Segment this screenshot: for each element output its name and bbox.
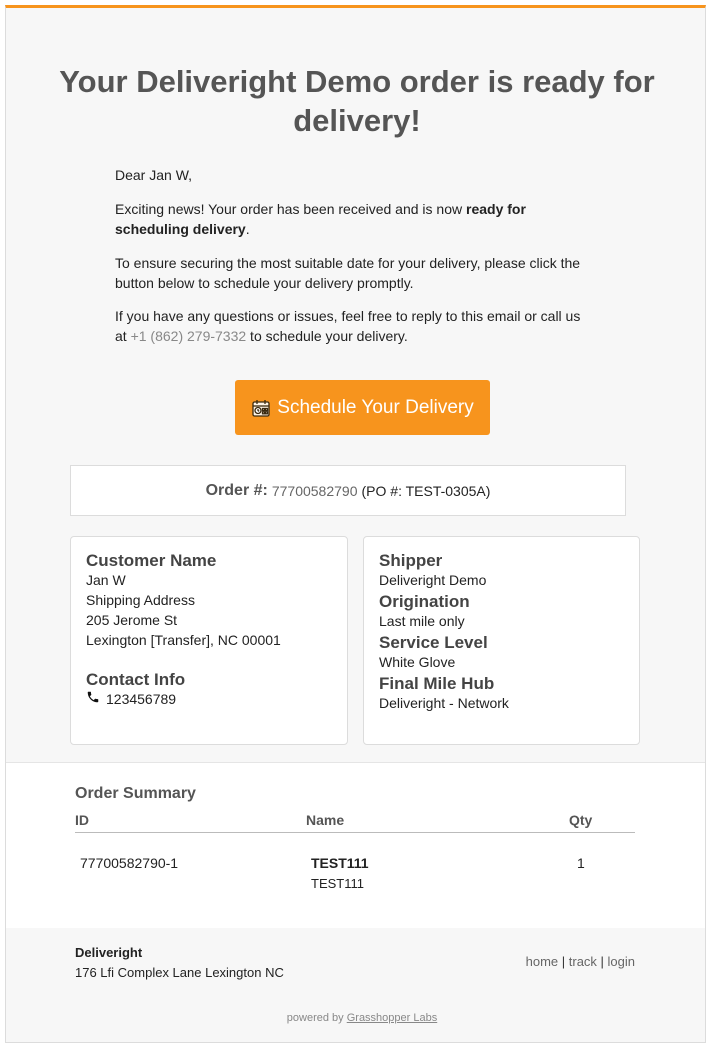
footer-link-home[interactable]: home — [525, 954, 559, 969]
contact-text: If you have any questions or issues, feel free to reply to this email or call us at — [115, 308, 581, 344]
order-number-label: Order #: — [205, 481, 268, 499]
powered-by-text: powered by — [286, 1012, 347, 1024]
footer-address: 176 Lfi Complex Lane Lexington NC — [75, 965, 284, 980]
row-name-sub: TEST111 — [311, 876, 364, 891]
footer-company-name: Deliveright — [75, 945, 143, 960]
footer-separator: | — [596, 954, 608, 969]
address-line-2: Lexington [Transfer], NC 00001 — [86, 632, 281, 648]
service-level-heading: Service Level — [379, 633, 488, 652]
contact-end: to schedule your delivery. — [246, 328, 408, 344]
intro-text: Exciting news! Your order has been received and is now — [115, 201, 466, 217]
footer-link-login[interactable]: login — [607, 954, 635, 969]
shipper-value: Deliveright Demo — [379, 572, 487, 588]
column-header-qty: Qty — [569, 812, 593, 828]
column-header-name: Name — [306, 812, 345, 828]
shipping-address-label: Shipping Address — [86, 592, 195, 608]
column-header-id: ID — [75, 812, 89, 828]
grasshopper-labs-link[interactable]: Grasshopper Labs — [346, 1012, 438, 1024]
footer-links — [526, 954, 635, 969]
schedule-delivery-label: Schedule Your Delivery — [277, 396, 474, 418]
contact-paragraph — [115, 306, 595, 346]
final-mile-hub-heading: Final Mile Hub — [379, 674, 495, 693]
footer-link-track[interactable]: track — [568, 954, 597, 969]
powered-by — [0, 1012, 710, 1024]
row-id: 77700582790-1 — [80, 855, 179, 871]
shipper-card — [363, 536, 640, 745]
table-header-divider — [75, 832, 635, 833]
calendar-clock-icon — [251, 398, 271, 418]
service-level-value: White Glove — [379, 654, 456, 670]
phone-icon — [86, 689, 100, 709]
contact-phone — [86, 689, 332, 709]
origination-heading: Origination — [379, 592, 470, 611]
order-summary-title: Order Summary — [75, 785, 196, 802]
customer-card — [70, 536, 348, 745]
schedule-delivery-button[interactable] — [235, 380, 490, 435]
final-mile-hub-value: Deliveright - Network — [379, 695, 509, 711]
intro-end: . — [245, 221, 250, 237]
phone-number: 123456789 — [106, 691, 177, 707]
email-headline: Your Deliveright Demo order is ready for delivery! — [59, 64, 655, 138]
customer-name: Jan W — [86, 572, 126, 588]
row-name: TEST111 — [311, 855, 369, 871]
address-line-1: 205 Jerome St — [86, 612, 178, 628]
order-number-box — [70, 465, 626, 516]
instruction-paragraph: To ensure securing the most suitable date for your delivery, please click the button below to schedule your delivery promptly. — [115, 255, 581, 291]
customer-name-heading: Customer Name — [86, 551, 217, 570]
footer-separator: | — [558, 954, 569, 969]
contact-info-heading: Contact Info — [86, 670, 186, 689]
order-summary-section — [6, 762, 705, 928]
support-phone-link[interactable]: +1 (862) 279-7332 — [130, 328, 247, 344]
po-number: (PO #: TEST-0305A) — [361, 482, 491, 499]
shipper-heading: Shipper — [379, 551, 443, 570]
row-qty: 1 — [577, 855, 585, 871]
intro-paragraph — [115, 199, 595, 239]
intro-emphasis: ready for scheduling delivery — [115, 201, 526, 237]
order-number-value: 77700582790 — [271, 482, 358, 499]
origination-value: Last mile only — [379, 613, 465, 629]
greeting-text: Dear Jan W, — [115, 167, 193, 183]
